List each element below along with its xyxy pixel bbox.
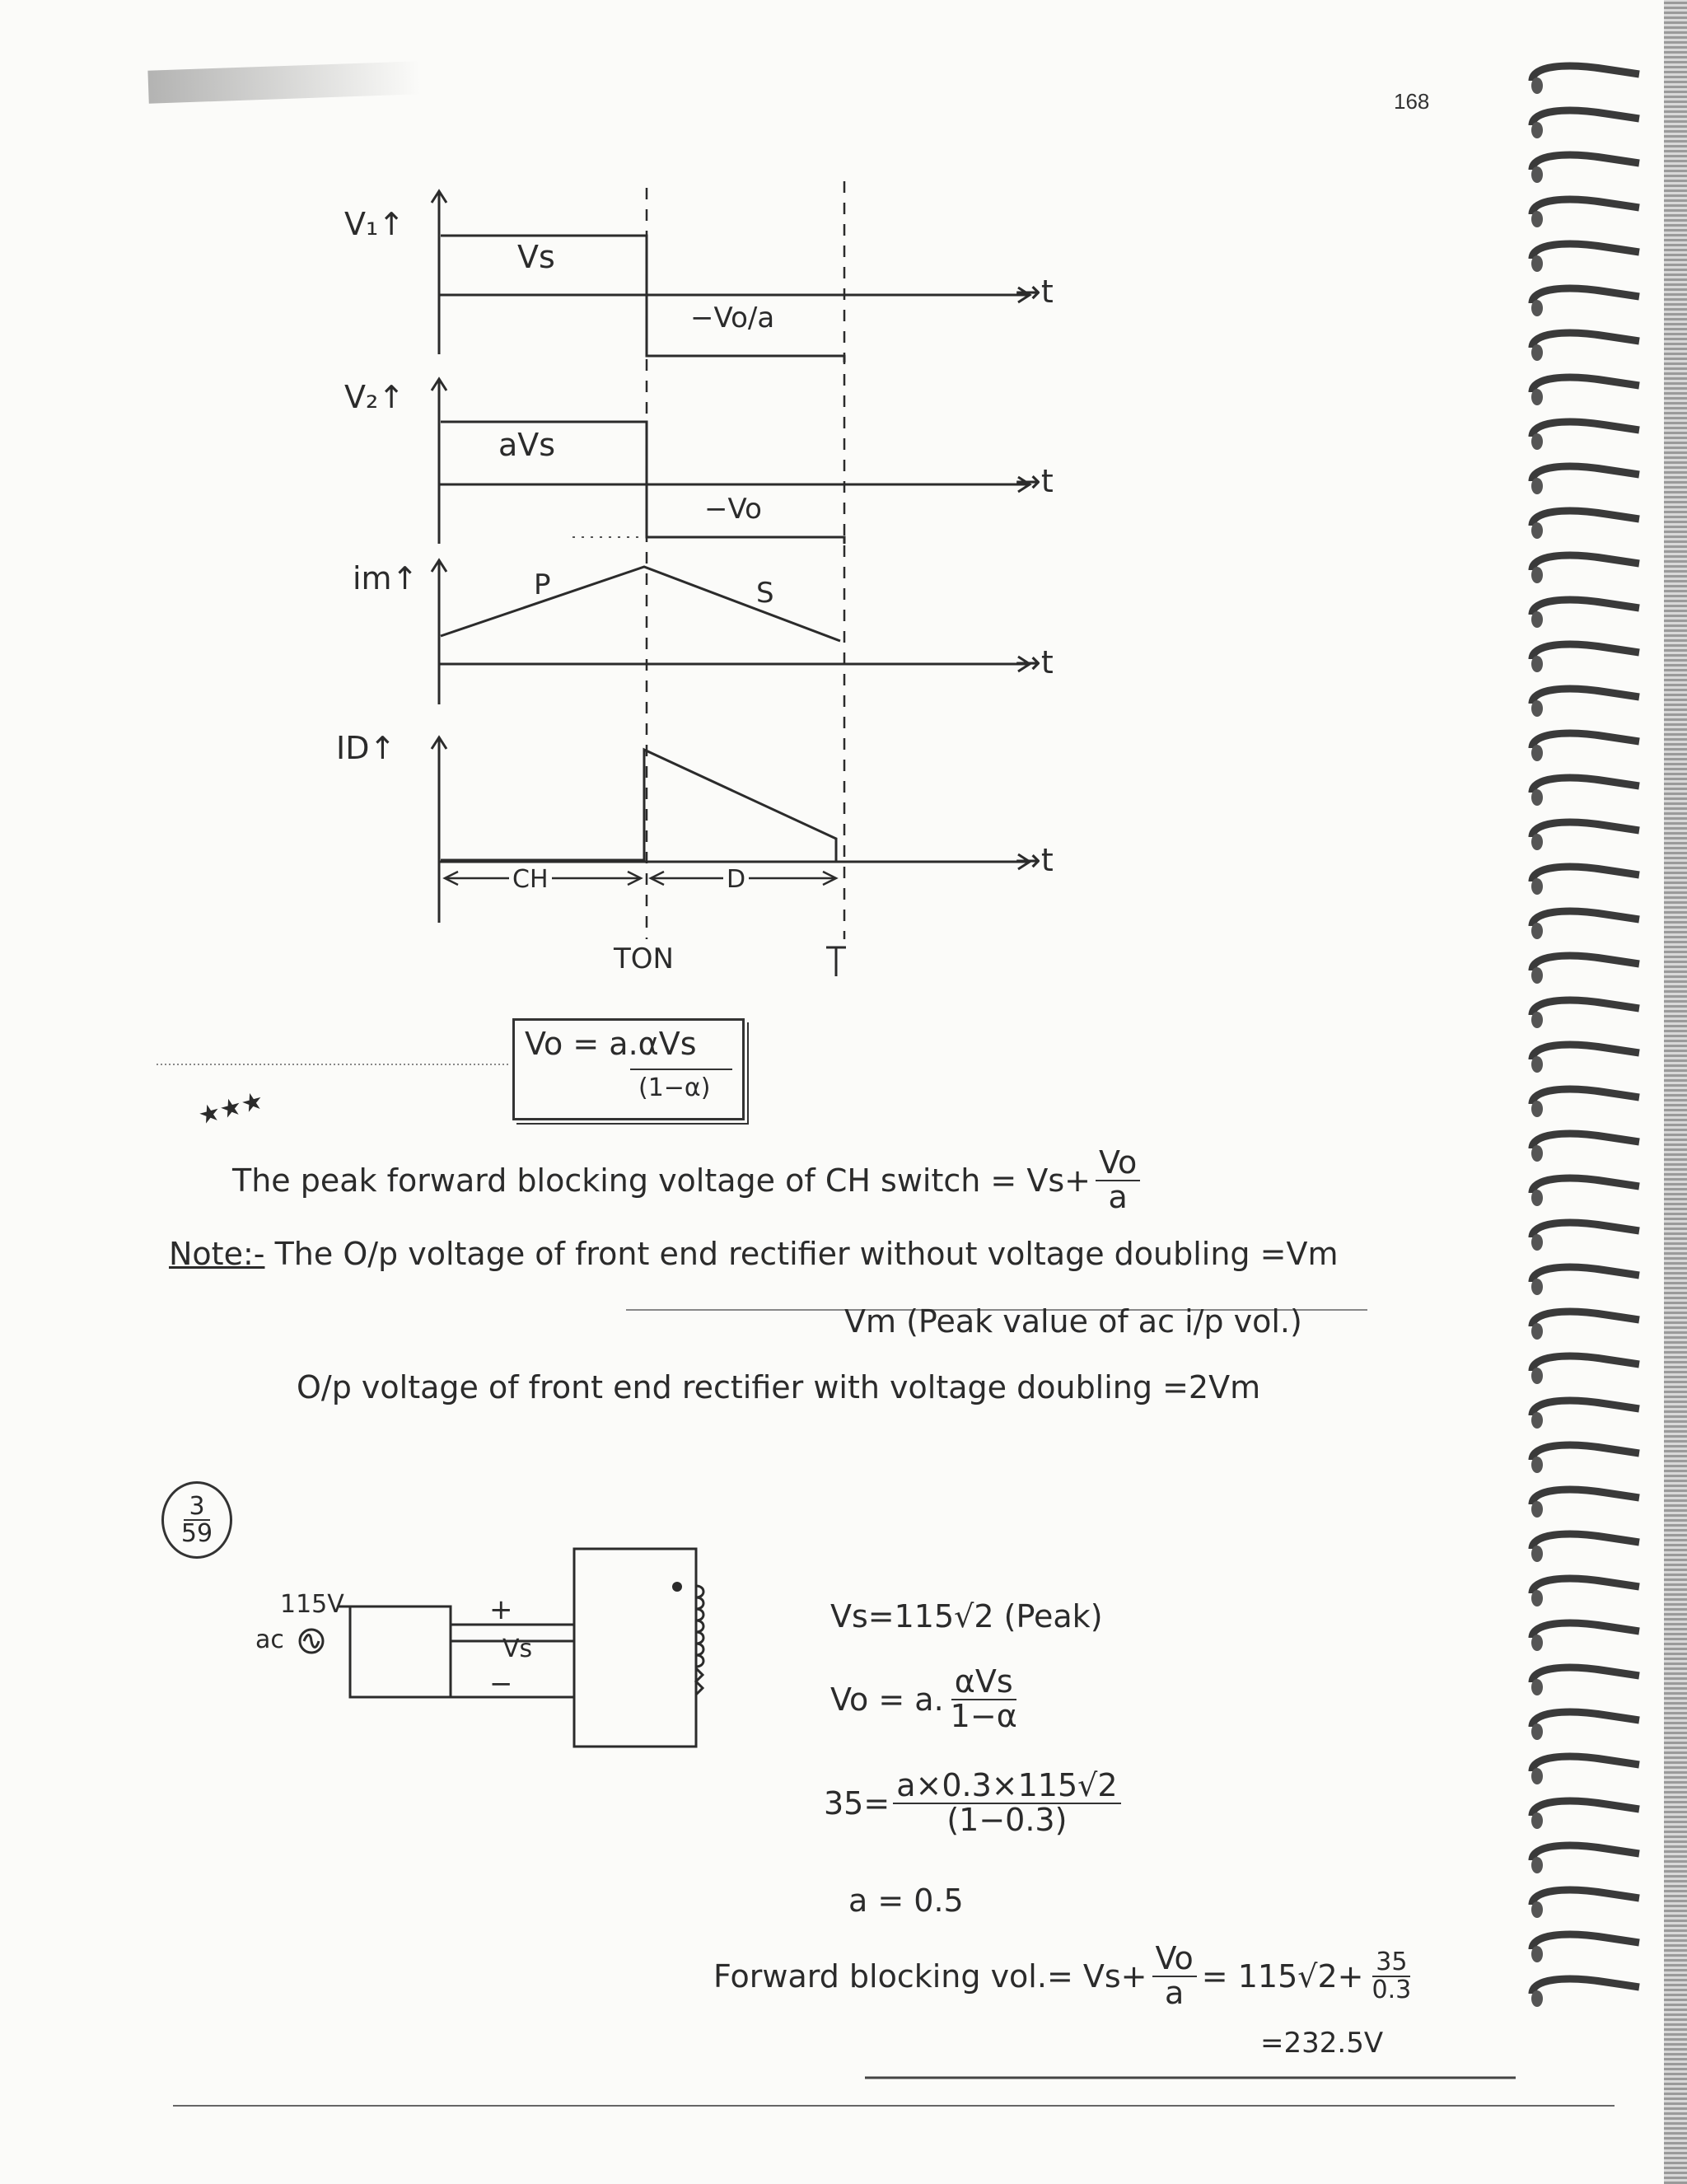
binding-hole (1531, 122, 1543, 138)
peak-voltage-fraction (1096, 1144, 1140, 1215)
sol5-lhs: Forward blocking vol.= Vs+ (713, 1957, 1147, 1995)
spiral-ring (1532, 1134, 1639, 1148)
spiral-ring (1532, 1979, 1639, 1994)
binding-hole (1531, 1056, 1543, 1073)
spiral-ring (1532, 199, 1639, 214)
spiral-ring (1532, 1578, 1639, 1593)
problem-ref-num: 3 (184, 1494, 209, 1522)
binding-hole (1531, 433, 1543, 450)
spiral-ring (1532, 511, 1639, 526)
im-rise-label: P (534, 568, 551, 601)
binding-hole (1531, 1323, 1543, 1340)
im-axis-label: im↑ (353, 560, 418, 596)
binding-hole (1531, 1946, 1543, 1962)
sol3-den: (1−0.3) (946, 1801, 1068, 1838)
solution-line-1: Vs=115√2 (Peak) (830, 1598, 1103, 1634)
spiral-ring (1532, 1267, 1639, 1282)
binding-hole (1531, 1723, 1543, 1740)
v1-time-label: →t (1015, 274, 1054, 310)
binding-hole (1531, 1012, 1543, 1028)
boxed-formula (512, 1018, 745, 1120)
spiral-ring (1532, 1223, 1639, 1237)
d-interval-label: D (723, 865, 749, 894)
sol5-num-1: Vo (1152, 1943, 1197, 1977)
sol5-den-1: a (1165, 1974, 1185, 2011)
binding-hole (1531, 1901, 1543, 1918)
formula-numerator: Vo = a.αVs (525, 1026, 697, 1062)
spiral-ring (1532, 600, 1639, 615)
solution-line-3 (824, 1767, 1121, 1838)
spiral-ring (1532, 956, 1639, 970)
binding-hole (1531, 1634, 1543, 1651)
id-waveform (441, 750, 836, 862)
formula-fraction-bar (630, 1069, 732, 1070)
binding-hole (1531, 1768, 1543, 1784)
spiral-ring (1532, 867, 1639, 882)
binding-hole (1531, 77, 1543, 94)
spiral-ring (1532, 1801, 1639, 1816)
source-voltage-label: 115V (280, 1590, 344, 1619)
binding-hole (1531, 700, 1543, 717)
plus-sign: + (489, 1593, 513, 1626)
spiral-ring (1532, 1490, 1639, 1504)
t-label (822, 947, 839, 980)
spiral-ring (1532, 1534, 1639, 1549)
note-line-3: O/p voltage of front end rectifier with voltage doubling =2Vm (297, 1369, 1261, 1405)
note-line-1 (169, 1236, 1339, 1272)
problem-ref-den: 59 (180, 1519, 213, 1548)
binding-hole (1531, 389, 1543, 405)
binding-hole (1531, 1990, 1543, 2007)
spiral-ring (1532, 1178, 1639, 1193)
binding-hole (1531, 1279, 1543, 1295)
spiral-ring (1532, 466, 1639, 481)
problem-reference (161, 1481, 232, 1559)
spiral-ring (1532, 1356, 1639, 1371)
ch-interval-label: CH (509, 865, 552, 894)
v2-low-label: −Vo (704, 493, 762, 526)
binding-hole (1531, 1145, 1543, 1162)
spiral-ring (1532, 1756, 1639, 1771)
spiral-ring (1532, 911, 1639, 926)
spiral-ring (1532, 644, 1639, 659)
binding-hole (1531, 211, 1543, 227)
sol2-lhs: Vo = a. (830, 1681, 944, 1718)
solution-line-2 (830, 1663, 1021, 1734)
sol5-den-2: 0.3 (1372, 1975, 1412, 2004)
binding-hole (1531, 344, 1543, 361)
peak-voltage-num: Vo (1096, 1147, 1140, 1181)
stars-mark: ★★★ (194, 1086, 267, 1131)
sol5-num-2: 35 (1372, 1949, 1410, 1977)
binding-hole (1531, 166, 1543, 183)
spiral-ring (1532, 778, 1639, 793)
v1-axis-label: V₁↑ (344, 206, 405, 242)
spiral-ring (1532, 66, 1639, 81)
v2-time-label: →t (1015, 463, 1054, 499)
binding-hole (1531, 967, 1543, 984)
note-text-1: The O/p voltage of front end rectifier without voltage doubling =Vm (274, 1236, 1339, 1272)
binding-hole (1531, 878, 1543, 895)
spiral-ring (1532, 1445, 1639, 1460)
spiral-ring (1532, 1623, 1639, 1638)
peak-voltage-statement (232, 1144, 1140, 1215)
sol2-num: αVs (951, 1666, 1016, 1700)
note-line-2: Vm (Peak value of ac i/p vol.) (844, 1303, 1302, 1340)
v2-axis-label: V₂↑ (344, 379, 405, 415)
spiral-ring (1532, 110, 1639, 125)
solution-line-5 (713, 1940, 1414, 2011)
binding-hole (1531, 522, 1543, 539)
spiral-ring (1532, 1401, 1639, 1415)
formula-denominator: (1−α) (638, 1073, 711, 1102)
solution-line-4: a = 0.5 (848, 1882, 964, 1919)
binding-hole (1531, 567, 1543, 583)
binding-hole (1531, 1190, 1543, 1206)
v1-high-label: Vs (517, 239, 555, 275)
binding-hole (1531, 478, 1543, 494)
binding-hole (1531, 834, 1543, 850)
peak-voltage-den: a (1108, 1178, 1128, 1215)
spiral-ring (1532, 733, 1639, 748)
binding-hole (1531, 1234, 1543, 1251)
spiral-ring (1532, 822, 1639, 837)
spiral-ring (1532, 155, 1639, 170)
vs-label: Vs (502, 1634, 533, 1663)
binding-hole (1531, 611, 1543, 628)
v1-low-label: −Vo/a (690, 302, 775, 334)
sol3-num: a×0.3×115√2 (893, 1770, 1120, 1804)
binding-hole (1531, 789, 1543, 806)
spiral-ring (1532, 333, 1639, 348)
page-number: 168 (1394, 89, 1430, 114)
binding-hole (1531, 656, 1543, 672)
binding-hole (1531, 1857, 1543, 1873)
spiral-ring (1532, 377, 1639, 392)
solution-line-6: =232.5V (1260, 2027, 1384, 2060)
binding-hole (1531, 300, 1543, 316)
sol3-lhs: 35= (824, 1784, 890, 1822)
spiral-ring (1532, 1089, 1639, 1104)
spiral-ring (1532, 689, 1639, 704)
v2-high-label: aVs (498, 427, 556, 463)
binding-hole (1531, 1368, 1543, 1384)
spiral-binding (1516, 49, 1687, 2076)
binding-hole (1531, 1457, 1543, 1473)
id-time-label: →t (1015, 842, 1054, 878)
spiral-ring (1532, 1312, 1639, 1326)
note-label: Note:- (169, 1236, 265, 1272)
id-axis-label: ID↑ (336, 730, 396, 766)
spiral-ring (1532, 1845, 1639, 1860)
binding-hole (1531, 1501, 1543, 1518)
im-fall-label: S (756, 577, 774, 610)
im-waveform (441, 567, 840, 641)
binding-hole (1531, 745, 1543, 761)
sol5-fraction-1 (1152, 1940, 1197, 2011)
spiral-ring (1532, 1934, 1639, 1949)
sol2-fraction (947, 1663, 1021, 1734)
sol2-den: 1−α (950, 1697, 1017, 1734)
ton-label: TON (614, 942, 674, 975)
minus-sign: − (489, 1667, 513, 1700)
spiral-ring (1532, 1890, 1639, 1905)
sol5-mid: = 115√2+ (1201, 1957, 1364, 1995)
ac-label: ac (255, 1625, 284, 1654)
peak-voltage-text: The peak forward blocking voltage of CH switch = Vs+ (232, 1162, 1091, 1199)
binding-hole (1531, 1590, 1543, 1606)
im-time-label: →t (1015, 644, 1054, 680)
binding-hole (1531, 1101, 1543, 1117)
binding-hole (1531, 1679, 1543, 1695)
spiral-ring (1532, 288, 1639, 303)
binding-hole (1531, 1412, 1543, 1429)
spiral-ring (1532, 1045, 1639, 1059)
binding-hole (1531, 255, 1543, 272)
binding-hole (1531, 1546, 1543, 1562)
spiral-ring (1532, 1000, 1639, 1015)
spiral-ring (1532, 1712, 1639, 1727)
page-edge (1664, 0, 1687, 2184)
binding-hole (1531, 923, 1543, 939)
spiral-ring (1532, 244, 1639, 259)
binding-hole (1531, 1812, 1543, 1829)
spiral-ring (1532, 1667, 1639, 1682)
spiral-ring (1532, 422, 1639, 437)
sol3-fraction (893, 1767, 1120, 1838)
v1-waveform (441, 236, 844, 362)
sol5-fraction-2 (1368, 1949, 1414, 2003)
spiral-ring (1532, 555, 1639, 570)
